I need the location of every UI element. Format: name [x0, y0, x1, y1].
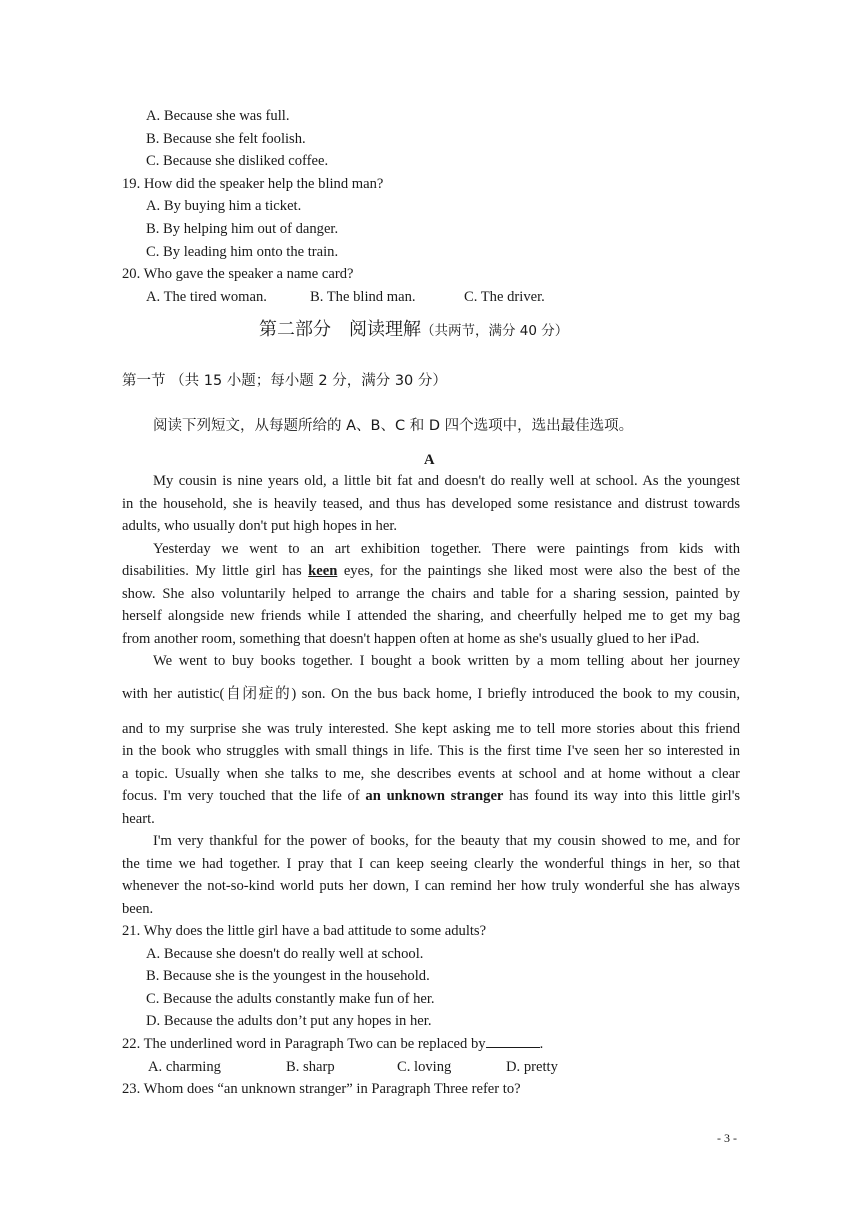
p3-line-5: a topic. Usually when she talks to me, she describes events at school and at home without a clear	[122, 766, 740, 782]
part2-title: 第二部分 阅读理解	[259, 319, 421, 340]
q21-option-c: C. Because the adults constantly make fun of her.	[146, 991, 435, 1007]
q22-option-b: B. sharp	[286, 1059, 335, 1075]
p1-line-1: My cousin is nine years old, a little bit fat and doesn't do really well at school. As the youngest	[153, 473, 740, 489]
p2-line-3: show. She also voluntarily helped to arrange the chairs and table for a sharing session, painted by	[122, 586, 740, 602]
p4-line-3: whenever the not-so-kind world puts her down, I can remind her how truly wonderful she has always	[122, 878, 740, 894]
bold-phrase: an unknown stranger	[365, 788, 504, 804]
p4-line-2: the time we had together. I pray that I can keep seeing clearly the wonderful things in her, so that	[122, 856, 740, 872]
p3-line-4: in the book who struggles with small things in life. This is the first time I've seen her so interested in	[122, 743, 740, 759]
q22-option-d: D. pretty	[506, 1059, 558, 1075]
part2-note: （共两节，满分 40 分）	[421, 323, 569, 339]
p2-line-2-end: eyes, for the paintings she liked most were also the best of the	[337, 563, 740, 579]
p2-line-2	[122, 562, 740, 580]
page-number: - 3 -	[717, 1131, 737, 1145]
q21-option-a: A. Because she doesn't do really well at school.	[146, 946, 424, 962]
p3-line-6	[122, 787, 740, 805]
q19-option-b: B. By helping him out of danger.	[146, 221, 339, 237]
p3-line-1: We went to buy books together. I bought a book written by a mom telling about her journey	[153, 653, 740, 669]
keen-underlined-word: keen	[308, 563, 338, 579]
q21-option-d: D. Because the adults don’t put any hopes in her.	[146, 1013, 432, 1029]
q18-option-c: C. Because she disliked coffee.	[146, 153, 329, 169]
part2-heading	[259, 318, 568, 343]
q19-option-a: A. By buying him a ticket.	[146, 198, 302, 214]
p3-line-2-end: ) son. On the bus back home, I briefly introduced the book to my cousin,	[291, 686, 740, 702]
q20-option-a: A. The tired woman.	[146, 289, 267, 305]
p4-line-1: I'm very thankful for the power of books, for the beauty that my cousin showed to me, and for	[153, 833, 740, 849]
q22-stem-text: 22. The underlined word in Paragraph Two can be replaced by	[122, 1036, 486, 1052]
p3-line-2	[122, 685, 740, 703]
q20-option-c: C. The driver.	[464, 289, 545, 305]
reading-instruction: 阅读下列短文，从每题所给的 A、B、C 和 D 四个选项中，选出最佳选项。	[153, 418, 634, 434]
p3-line-7: heart.	[122, 811, 155, 827]
chinese-gloss: 自闭症的	[224, 685, 292, 702]
q22-option-a: A. charming	[148, 1059, 221, 1075]
p2-line-2-start: disabilities. My little girl has	[122, 563, 309, 579]
p2-line-1: Yesterday we went to an art exhibition together. There were paintings from kids with	[153, 541, 740, 557]
q19-stem: 19. How did the speaker help the blind man?	[122, 176, 384, 192]
q18-option-b: B. Because she felt foolish.	[146, 131, 306, 147]
q21-option-b: B. Because she is the youngest in the household.	[146, 968, 430, 984]
q20-stem: 20. Who gave the speaker a name card?	[122, 266, 354, 282]
q19-option-c: C. By leading him onto the train.	[146, 244, 339, 260]
p2-line-5: from another room, something that doesn't happen often at home as she's usually glued to her iPad.	[122, 631, 700, 647]
passage-letter: A	[424, 452, 435, 468]
answer-blank	[486, 1035, 540, 1048]
p2-line-4: herself alongside new friends while I attended the sharing, and cheerfully helped me to get my bag	[122, 608, 740, 624]
q22-stem-period: .	[539, 1036, 544, 1052]
q18-option-a: A. Because she was full.	[146, 108, 290, 124]
section1-heading: 第一节 （共 15 小题；每小题 2 分，满分 30 分）	[122, 373, 447, 389]
p1-line-3: adults, who usually don't put high hopes in her.	[122, 518, 398, 534]
q23-stem: 23. Whom does “an unknown stranger” in Paragraph Three refer to?	[122, 1081, 521, 1097]
p4-line-4: been.	[122, 901, 154, 917]
q22-option-c: C. loving	[397, 1059, 452, 1075]
q21-stem: 21. Why does the little girl have a bad attitude to some adults?	[122, 923, 487, 939]
q20-option-b: B. The blind man.	[310, 289, 416, 305]
q22-stem	[122, 1035, 543, 1053]
p3-line-3: and to my surprise she was truly interested. She kept asking me to tell more stories about this friend	[122, 721, 740, 737]
p3-line-6-start: focus. I'm very touched that the life of	[122, 788, 366, 804]
p3-line-2-start: with her autistic(	[122, 686, 225, 702]
p1-line-2: in the household, she is heavily teased, and thus has developed some resistance and distrust towards	[122, 496, 740, 512]
p3-line-6-end: has found its way into this little girl's	[503, 788, 740, 804]
